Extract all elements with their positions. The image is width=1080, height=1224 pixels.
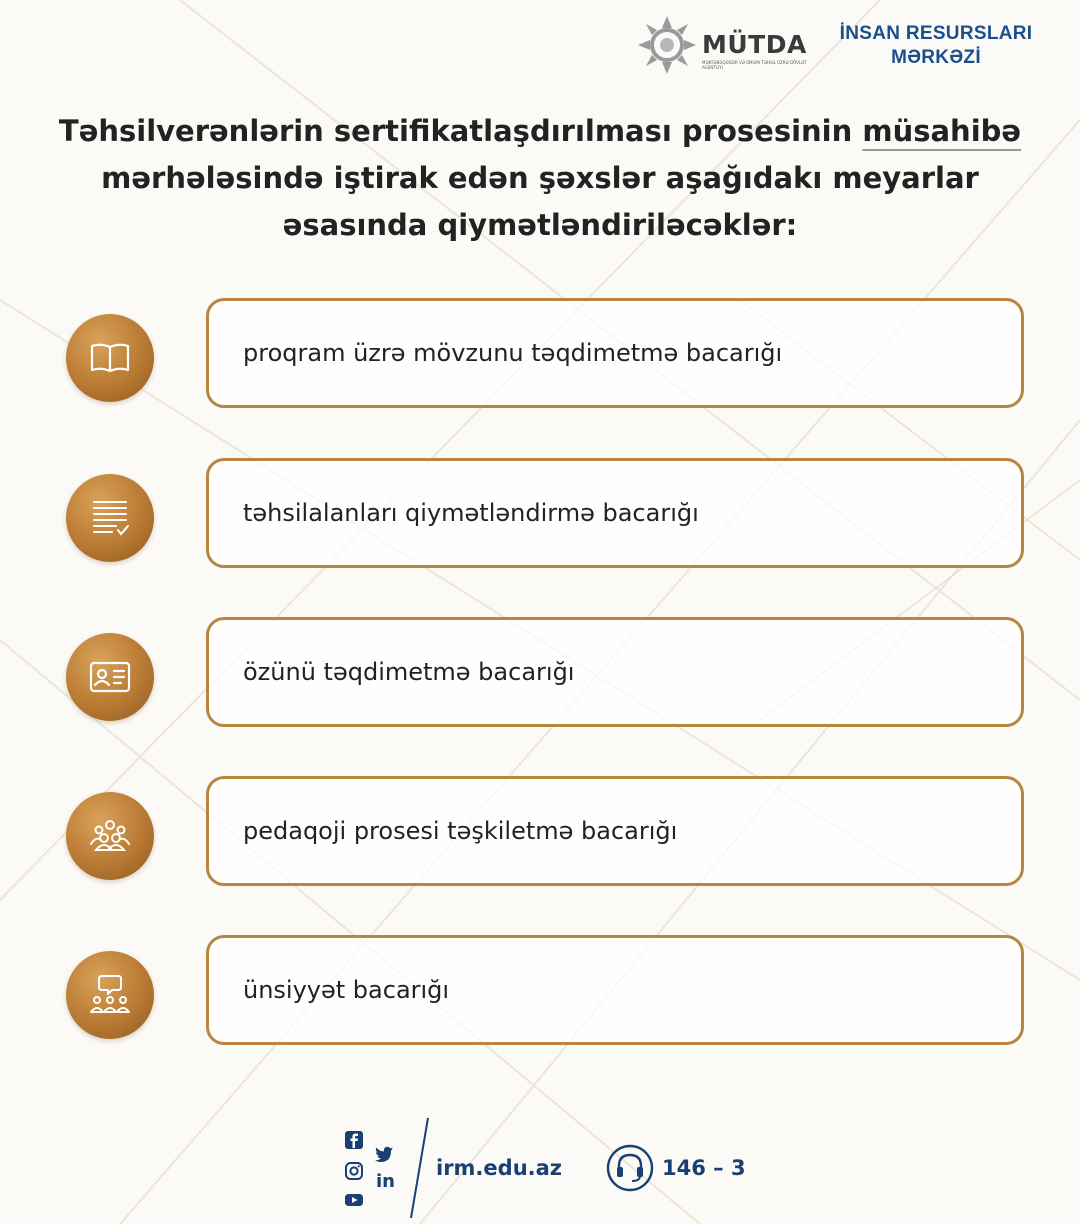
title-underlined: müsahibə: [862, 114, 1022, 148]
mutda-name: MÜTDA: [702, 30, 807, 59]
irm-line1: İNSAN RESURSLARI: [839, 23, 1033, 44]
phone-number[interactable]: 146 – 3: [662, 1156, 746, 1180]
criterion-row: [0, 617, 1080, 735]
facebook-icon[interactable]: [344, 1130, 364, 1150]
social-links: [344, 1130, 404, 1220]
criterion-row: [0, 298, 1080, 416]
mutda-subtitle: MƏKTƏBƏQƏDƏR VƏ ÜMUMI TƏHSIL ÜZRƏ DÖVLƏT AGENTLIYI: [702, 60, 807, 70]
headset-icon: [606, 1144, 654, 1192]
criterion-label: təhsilalanları qiymətləndirmə bacarığı: [243, 499, 699, 527]
footer: [0, 1110, 1080, 1220]
id-card-icon: [66, 633, 154, 721]
instagram-icon[interactable]: [344, 1161, 364, 1181]
criterion-row: [0, 776, 1080, 894]
criterion-row: [0, 458, 1080, 576]
criterion-box: [206, 298, 1024, 408]
group-icon: [66, 792, 154, 880]
criterion-box: [206, 458, 1024, 568]
criterion-label: ünsiyyət bacarığı: [243, 976, 450, 1004]
criterion-label: özünü təqdimetmə bacarığı: [243, 658, 575, 686]
criterion-box: [206, 617, 1024, 727]
irm-logo: [836, 22, 1036, 70]
irm-line2: MƏRKƏZİ: [891, 47, 981, 68]
linkedin-icon[interactable]: in: [376, 1171, 395, 1192]
twitter-icon[interactable]: [374, 1144, 394, 1164]
checklist-icon: [66, 474, 154, 562]
criterion-label: pedaqoji prosesi təşkiletmə bacarığı: [243, 817, 678, 845]
criterion-row: [0, 935, 1080, 1053]
youtube-icon[interactable]: [344, 1190, 364, 1210]
page-title: [40, 108, 1040, 249]
mutda-logo-icon: [636, 14, 698, 76]
title-part1: Təhsilverənlərin sertifikatlaşdırılması prosesinin: [58, 114, 863, 148]
criterion-label: proqram üzrə mövzunu təqdimetmə bacarığı: [243, 339, 783, 367]
header-logos: [632, 10, 1072, 80]
criterion-box: [206, 776, 1024, 886]
book-icon: [66, 314, 154, 402]
title-part2: mərhələsində iştirak edən şəxslər aşağıdakı meyarlar əsasında qiymətləndiriləcəklər:: [101, 161, 979, 242]
communication-icon: [66, 951, 154, 1039]
criterion-box: [206, 935, 1024, 1045]
divider-slash: [408, 1116, 432, 1220]
website-link[interactable]: irm.edu.az: [436, 1156, 563, 1180]
